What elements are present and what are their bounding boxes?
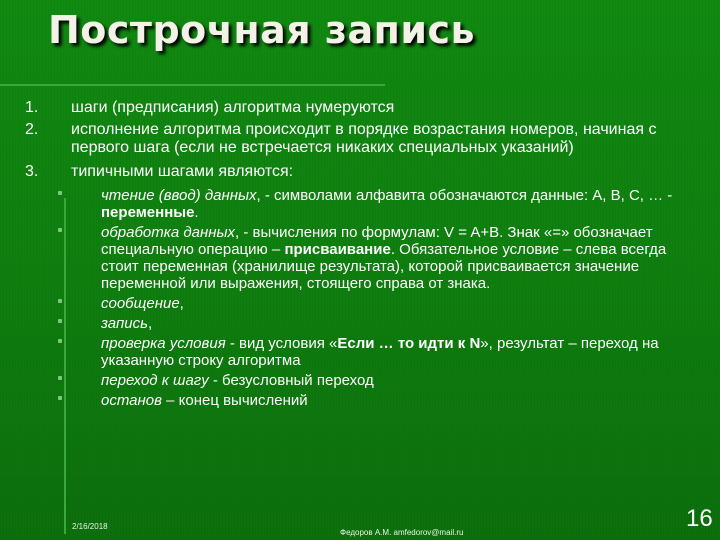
highlight: присваивание [284, 241, 391, 258]
bullet-icon [58, 319, 62, 323]
term: обработка данных [101, 224, 236, 241]
item-text: шаги (предписания) алгоритма нумеруются [71, 99, 395, 116]
item-text: , [179, 295, 184, 312]
item-text: , [147, 315, 153, 332]
bullet-icon [58, 376, 62, 380]
numbered-item-3 [0, 163, 720, 181]
numbered-item-2 [0, 121, 720, 157]
list-item [0, 335, 720, 369]
item-text-end: . Обязательное условие – слева всегда стоит переменная (хранилище результата), которой присваивается значение переменной или выражения, стоящего справа от знака. [101, 241, 667, 292]
list-item [0, 224, 720, 292]
highlight: переменные [101, 204, 195, 221]
list-item [0, 372, 720, 389]
slide-title: Построчная запись [48, 8, 476, 52]
title-underline [0, 84, 385, 86]
item-text: типичными шагами являются: [71, 163, 294, 180]
slide-body [0, 99, 720, 412]
item-text-end: », результат – переход на указанную строку алгоритма [101, 335, 659, 369]
bullet-icon [58, 191, 62, 195]
item-text: , - символами алфавита обозначаются данные: А, В, С, … - [256, 187, 673, 204]
step-types-list [0, 187, 720, 409]
item-number: 1. [25, 99, 39, 116]
item-number: 2. [25, 121, 39, 138]
list-item [0, 315, 720, 332]
term: переход к шагу [101, 372, 209, 389]
bullet-icon [58, 396, 62, 400]
item-number: 3. [25, 163, 39, 180]
bullet-icon [58, 299, 62, 303]
bullet-icon [58, 339, 62, 343]
list-item [0, 295, 720, 312]
list-item [0, 187, 720, 221]
term: запись [101, 315, 148, 332]
numbered-item-1 [0, 99, 720, 117]
term: проверка условия [101, 335, 226, 352]
item-text: , - вычисления по формулам: V = A+B. Знак «=» обозначает специальную операцию – [101, 224, 653, 258]
item-text: исполнение алгоритма происходит в порядке возрастания номеров, начиная с первого шага (если не встречается никаких специальных указаний) [71, 121, 657, 156]
page-number: 16 [686, 505, 713, 532]
term: сообщение [101, 295, 180, 312]
list-item [0, 392, 720, 409]
footer-date: 2/16/2018 [72, 522, 108, 531]
item-text-end: . [194, 204, 199, 221]
item-text: – конец вычислений [161, 392, 308, 409]
term: останов [101, 392, 162, 409]
highlight: Если … то идти к N [337, 335, 481, 352]
item-text: - безусловный переход [208, 372, 374, 389]
item-text: - вид условия « [225, 335, 338, 352]
term: чтение (ввод) данных [101, 187, 257, 204]
footer-author: Федоров А.М. amfedorov@mail.ru [340, 528, 464, 537]
bullet-icon [58, 228, 62, 232]
